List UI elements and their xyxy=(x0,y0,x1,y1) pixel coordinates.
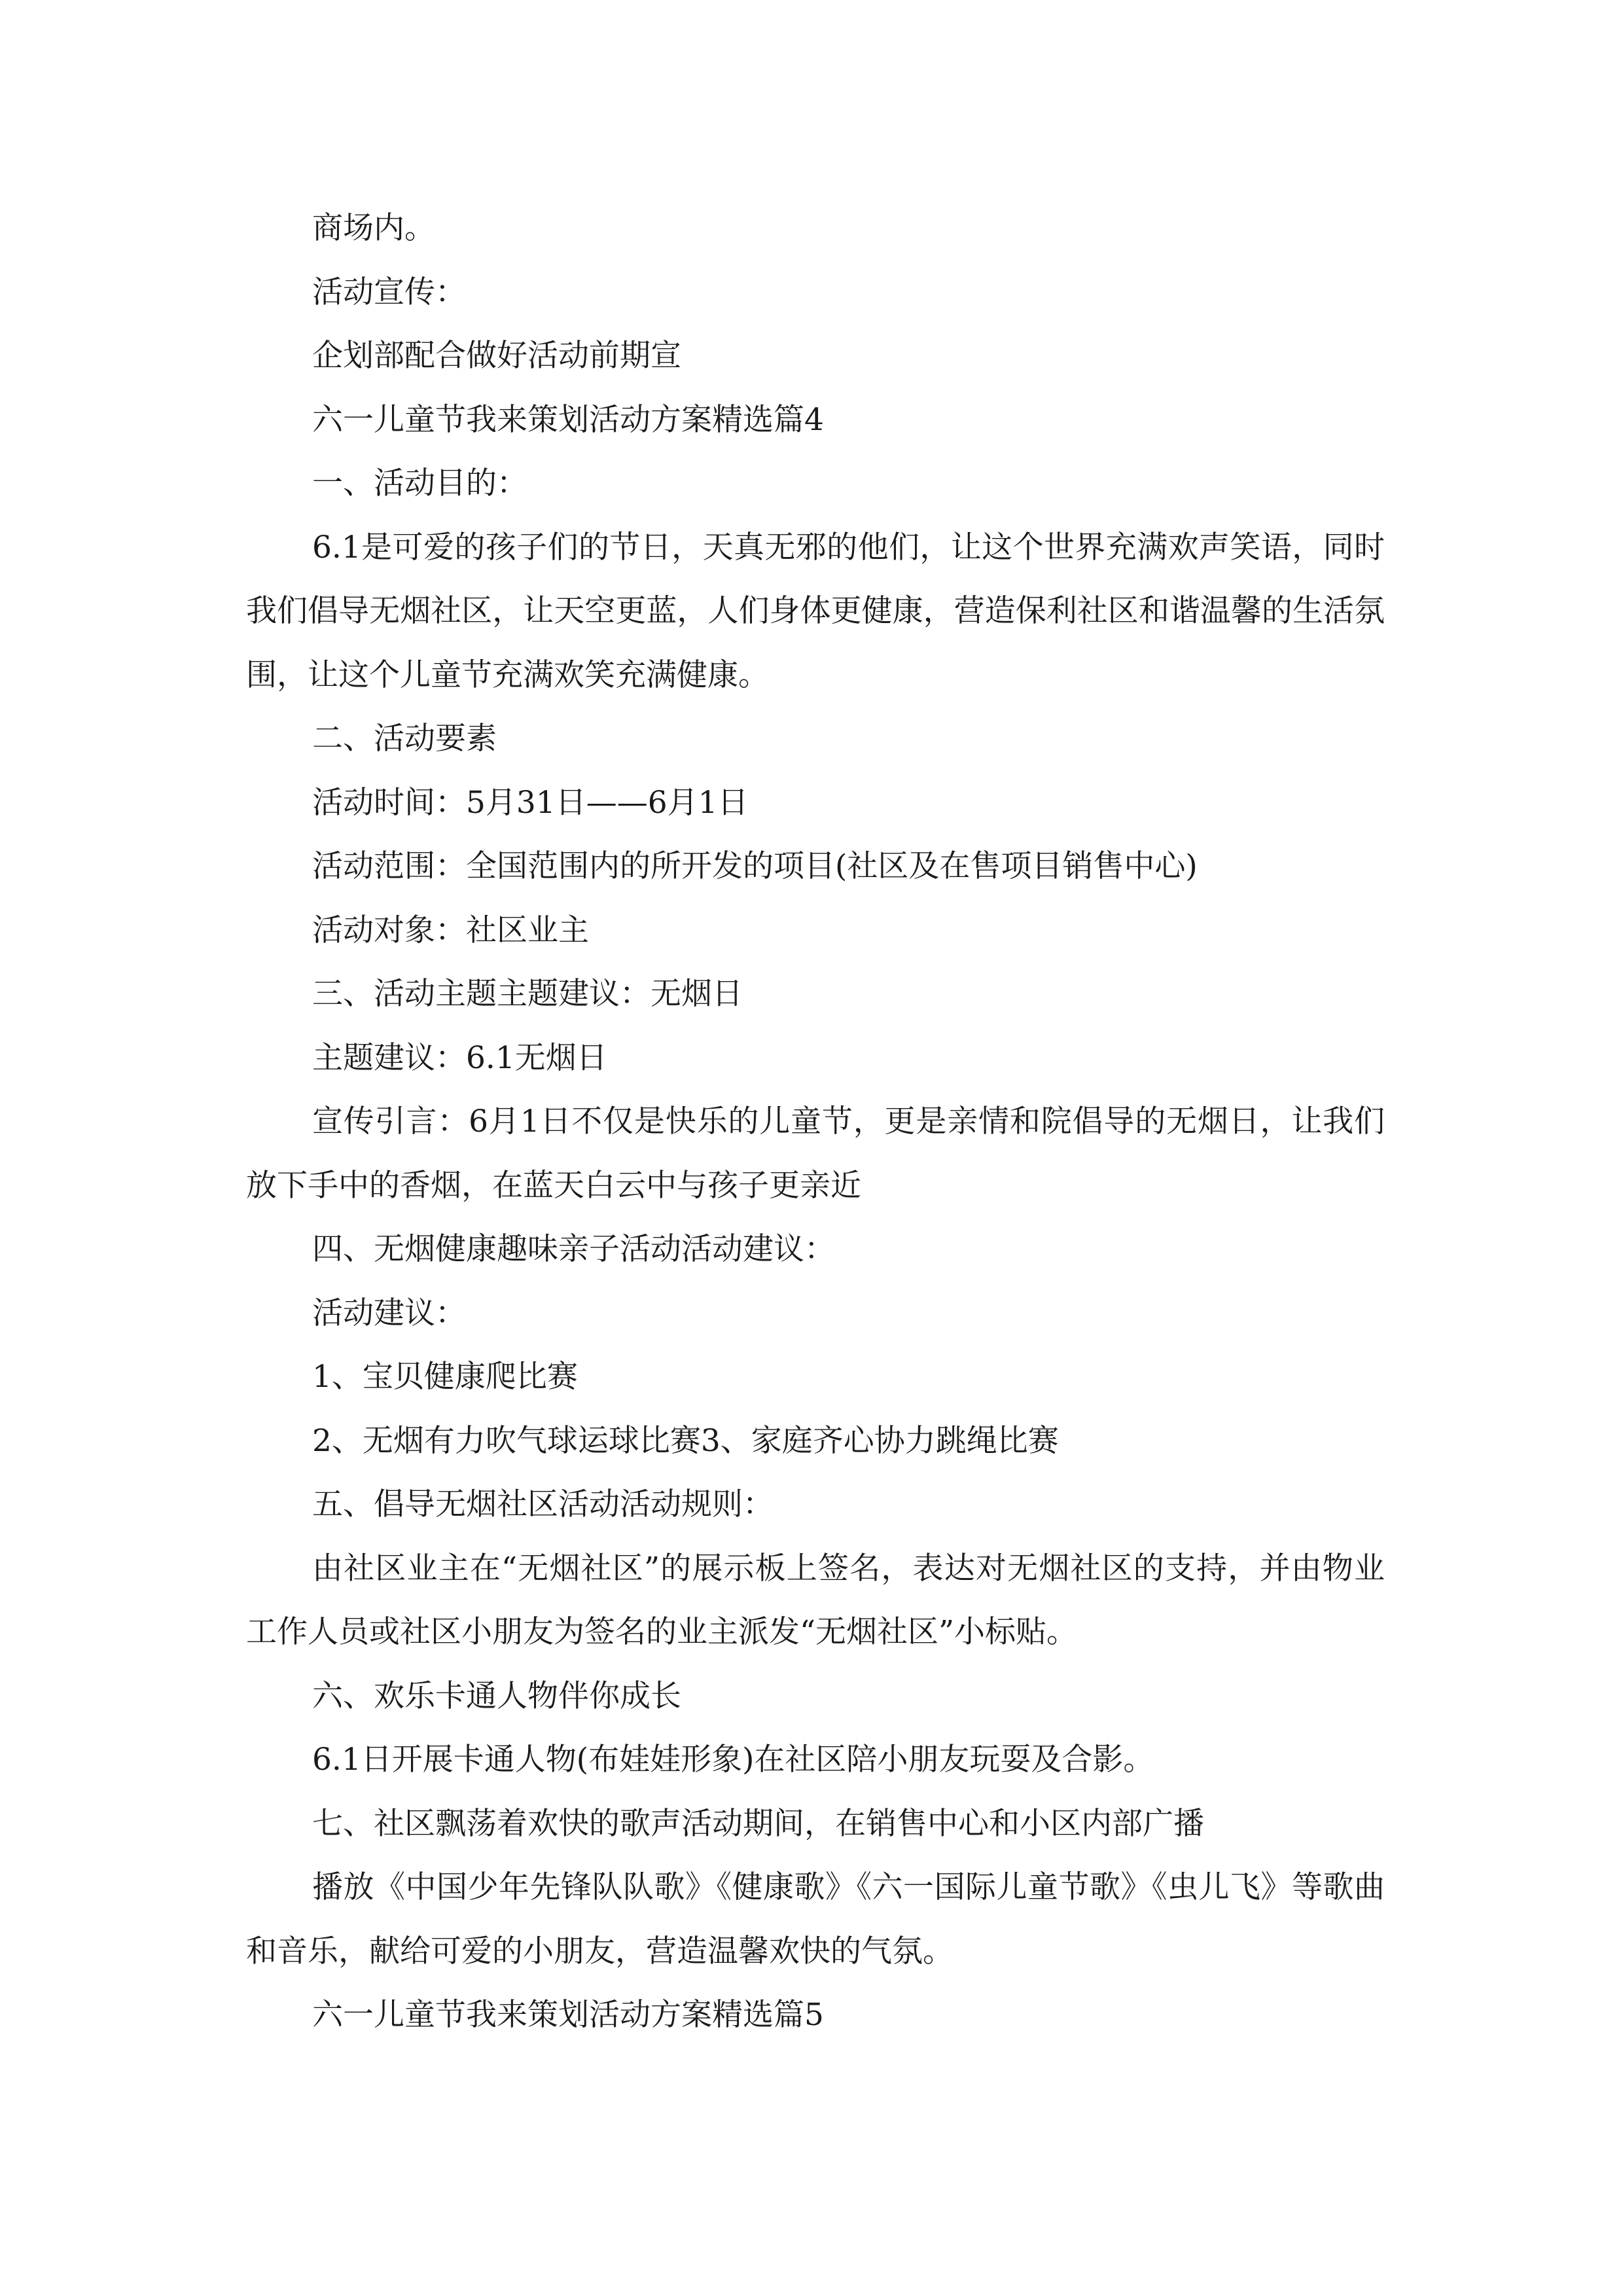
paragraph: 活动时间：5月31日——6月1日 xyxy=(312,784,749,821)
section-heading: 六一儿童节我来策划活动方案精选篇4 xyxy=(312,401,824,438)
paragraph: 1、宝贝健康爬比赛 xyxy=(312,1359,578,1395)
paragraph: 6.1日开展卡通人物(布娃娃形象)在社区陪小朋友玩耍及合影。 xyxy=(312,1742,1154,1778)
paragraph: 四、无烟健康趣味亲子活动活动建议： xyxy=(312,1231,835,1267)
paragraph: 一、活动目的： xyxy=(312,465,527,501)
paragraph: 播放《中国少年先锋队队歌》《健康歌》《六一国际儿童节歌》《虫儿飞》等歌曲和音乐，献给可爱的小朋友，营造温馨欢快的气氛。 xyxy=(246,1869,1385,1969)
paragraph: 主题建议：6.1无烟日 xyxy=(312,1039,607,1076)
paragraph: 二、活动要素 xyxy=(312,721,497,757)
document-body xyxy=(246,196,1385,2047)
paragraph: 六、欢乐卡通人物伴你成长 xyxy=(312,1677,681,1714)
paragraph: 五、倡导无烟社区活动活动规则： xyxy=(312,1486,774,1522)
paragraph: 活动宣传： xyxy=(312,274,466,310)
section-heading: 六一儿童节我来策划活动方案精选篇5 xyxy=(312,1997,824,2033)
paragraph: 七、社区飘荡着欢快的歌声活动期间，在销售中心和小区内部广播 xyxy=(312,1805,1204,1842)
paragraph: 6.1是可爱的孩子们的节日，天真无邪的他们，让这个世界充满欢声笑语，同时我们倡导无烟社区，让天空更蓝，人们身体更健康，营造保利社区和谐温馨的生活氛围，让这个儿童节充满欢笑充满健康。 xyxy=(246,529,1385,693)
paragraph: 商场内。 xyxy=(312,210,435,246)
paragraph: 活动对象：社区业主 xyxy=(312,912,589,948)
paragraph: 2、无烟有力吹气球运球比赛3、家庭齐心协力跳绳比赛 xyxy=(312,1422,1059,1459)
paragraph: 活动范围：全国范围内的所开发的项目(社区及在售项目销售中心) xyxy=(312,848,1198,884)
paragraph: 由社区业主在“无烟社区”的展示板上签名，表达对无烟社区的支持，并由物业工作人员或社区小朋友为签名的业主派发“无烟社区”小标贴。 xyxy=(246,1550,1385,1650)
paragraph: 企划部配合做好活动前期宣 xyxy=(312,338,681,374)
paragraph: 三、活动主题主题建议：无烟日 xyxy=(312,976,743,1012)
paragraph: 活动建议： xyxy=(312,1295,466,1331)
paragraph: 宣传引言：6月1日不仅是快乐的儿童节，更是亲情和院倡导的无烟日，让我们放下手中的香烟，在蓝天白云中与孩子更亲近 xyxy=(246,1103,1385,1204)
